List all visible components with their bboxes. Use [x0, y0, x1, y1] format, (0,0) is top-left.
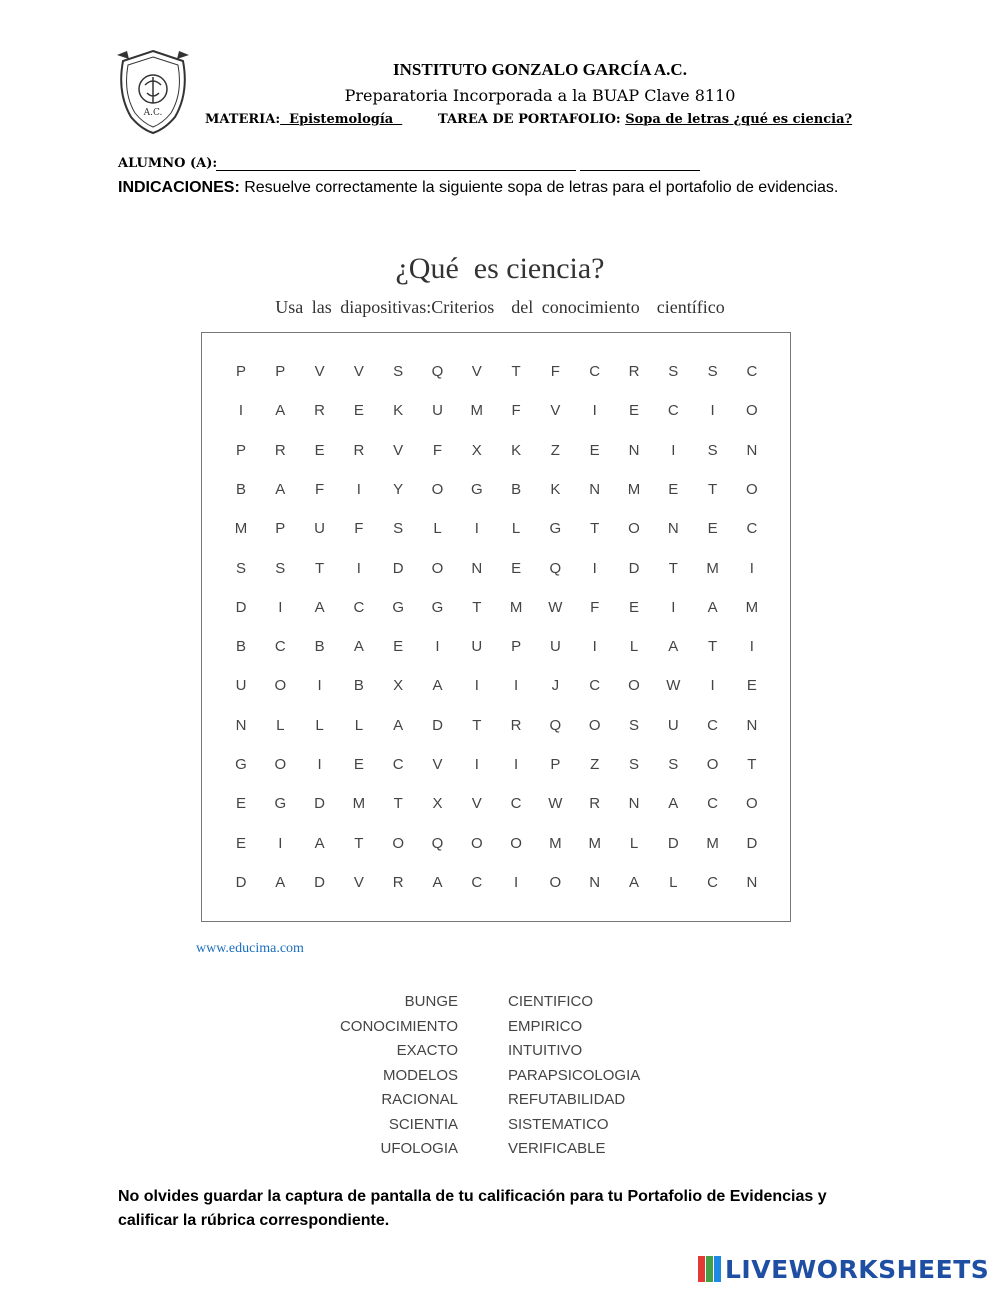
- grid-letter[interactable]: G: [274, 795, 287, 813]
- grid-letter[interactable]: V: [432, 756, 443, 773]
- grid-letter[interactable]: J: [551, 677, 560, 695]
- subject-label: MATERIA:: [205, 112, 281, 127]
- grid-letter[interactable]: P: [235, 363, 246, 380]
- grid-letter[interactable]: T: [590, 520, 600, 538]
- grid-letter[interactable]: A: [275, 873, 286, 891]
- grid-letter[interactable]: N: [628, 795, 640, 813]
- grid-letter[interactable]: O: [274, 756, 287, 773]
- grid-letter[interactable]: S: [668, 756, 679, 773]
- grid-letter[interactable]: E: [707, 520, 718, 538]
- grid-letter[interactable]: O: [746, 795, 758, 813]
- grid-letter[interactable]: A: [628, 873, 639, 891]
- grid-letter[interactable]: K: [393, 402, 404, 420]
- grid-letter[interactable]: C: [707, 873, 719, 891]
- word-list-right: [508, 990, 640, 1162]
- grid-letter[interactable]: E: [628, 402, 639, 420]
- word-list-item: SCIENTIA: [388, 1115, 458, 1133]
- subject-value: Epistemología: [280, 112, 403, 127]
- grid-letter[interactable]: P: [235, 441, 246, 459]
- grid-letter[interactable]: V: [550, 402, 561, 420]
- grid-letter[interactable]: G: [549, 520, 562, 538]
- grid-letter[interactable]: M: [509, 598, 523, 616]
- student-group-line: [580, 170, 700, 171]
- grid-letter[interactable]: N: [589, 480, 601, 498]
- grid-letter[interactable]: E: [353, 756, 364, 773]
- school-subtitle: Preparatoria Incorporada a la BUAP Clave 8110: [344, 86, 736, 105]
- grid-letter[interactable]: E: [746, 677, 757, 695]
- grid-letter[interactable]: T: [511, 363, 521, 380]
- grid-letter[interactable]: C: [746, 363, 758, 380]
- grid-letter[interactable]: T: [708, 638, 718, 656]
- grid-letter[interactable]: T: [747, 756, 757, 773]
- instructions-label: INDICACIONES:: [118, 179, 240, 196]
- grid-letter[interactable]: C: [392, 756, 404, 773]
- grid-letter[interactable]: D: [314, 795, 326, 813]
- grid-letter[interactable]: O: [549, 873, 562, 891]
- grid-letter[interactable]: K: [550, 480, 561, 498]
- grid-letter[interactable]: U: [549, 638, 561, 656]
- grid-letter[interactable]: A: [275, 480, 286, 498]
- grid-letter[interactable]: R: [274, 441, 286, 459]
- grid-letter[interactable]: M: [706, 834, 719, 852]
- student-name-line: [216, 170, 576, 171]
- grid-letter[interactable]: U: [471, 638, 483, 656]
- grid-letter[interactable]: V: [353, 873, 364, 891]
- grid-letter[interactable]: F: [315, 480, 325, 498]
- grid-letter[interactable]: S: [275, 559, 286, 577]
- grid-letter[interactable]: C: [746, 520, 758, 538]
- grid-letter[interactable]: I: [749, 559, 754, 577]
- grid-letter[interactable]: T: [315, 559, 325, 577]
- school-name: INSTITUTO GONZALO GARCÍA A.C.: [393, 60, 687, 79]
- puzzle-title: ¿Qué es ciencia?: [395, 252, 605, 285]
- grid-letter[interactable]: D: [432, 716, 443, 734]
- word-list-item: INTUITIVO: [508, 1042, 583, 1059]
- grid-letter[interactable]: L: [315, 716, 324, 734]
- grid-letter[interactable]: I: [356, 480, 361, 498]
- svg-text:A.C.: A.C.: [143, 108, 163, 118]
- word-list-item: UFOLOGIA: [380, 1140, 458, 1157]
- grid-letter[interactable]: F: [550, 363, 560, 380]
- grid-letter[interactable]: B: [235, 480, 246, 498]
- grid-letter[interactable]: O: [746, 402, 758, 420]
- grid-letter[interactable]: L: [629, 638, 639, 656]
- grid-letter[interactable]: I: [356, 559, 361, 577]
- grid-letter[interactable]: N: [746, 873, 758, 891]
- grid-letter[interactable]: U: [235, 677, 247, 695]
- grid-letter[interactable]: E: [589, 441, 600, 459]
- grid-letter[interactable]: I: [317, 756, 322, 773]
- grid-letter[interactable]: M: [627, 480, 641, 498]
- grid-letter[interactable]: P: [275, 363, 286, 380]
- grid-letter[interactable]: D: [628, 559, 640, 577]
- puzzle-subtitle: Usa las diapositivas:Criterios del conocimiento científico: [275, 297, 725, 317]
- grid-letter[interactable]: I: [317, 677, 322, 695]
- grid-letter[interactable]: U: [314, 520, 326, 538]
- grid-letter[interactable]: A: [707, 598, 718, 616]
- grid-letter[interactable]: T: [668, 559, 678, 577]
- grid-letter[interactable]: A: [668, 795, 679, 813]
- grid-letter[interactable]: I: [592, 638, 597, 656]
- grid-letter[interactable]: T: [708, 480, 718, 498]
- grid-letter[interactable]: I: [710, 402, 715, 420]
- grid-letter[interactable]: I: [474, 756, 479, 773]
- grid-letter[interactable]: V: [471, 795, 482, 813]
- grid-letter[interactable]: R: [392, 873, 404, 891]
- grid-letter[interactable]: D: [314, 873, 326, 891]
- grid-letter[interactable]: X: [471, 441, 482, 459]
- grid-letter[interactable]: E: [353, 402, 364, 420]
- grid-letter[interactable]: L: [276, 716, 285, 734]
- grid-letter[interactable]: O: [628, 677, 640, 695]
- grid-letter[interactable]: E: [628, 598, 639, 616]
- grid-letter[interactable]: G: [392, 598, 405, 616]
- grid-letter[interactable]: W: [548, 598, 563, 616]
- grid-letter[interactable]: L: [354, 716, 364, 734]
- grid-letter[interactable]: I: [514, 873, 519, 891]
- grid-letter[interactable]: C: [589, 677, 601, 695]
- grid-letter[interactable]: Q: [431, 363, 444, 380]
- grid-letter[interactable]: O: [706, 756, 719, 773]
- grid-letter[interactable]: I: [474, 520, 479, 538]
- grid-letter[interactable]: T: [393, 795, 403, 813]
- grid-letter[interactable]: I: [278, 834, 283, 852]
- word-list-item: EMPIRICO: [508, 1017, 583, 1035]
- grid-letter[interactable]: N: [628, 441, 640, 459]
- word-list-item: RACIONAL: [381, 1091, 458, 1108]
- grid-letter[interactable]: S: [707, 441, 718, 459]
- grid-letter[interactable]: S: [628, 716, 639, 734]
- grid-letter[interactable]: T: [472, 716, 482, 734]
- grid-letter[interactable]: R: [353, 441, 365, 459]
- grid-letter[interactable]: F: [590, 598, 600, 616]
- word-list-item: MODELOS: [382, 1066, 458, 1084]
- grid-letter[interactable]: N: [746, 716, 758, 734]
- grid-letter[interactable]: R: [510, 716, 522, 734]
- grid-letter[interactable]: I: [514, 677, 519, 695]
- grid-letter[interactable]: F: [511, 402, 521, 420]
- grid-letter[interactable]: V: [471, 363, 482, 380]
- grid-letter[interactable]: A: [432, 873, 443, 891]
- grid-letter[interactable]: L: [669, 873, 678, 891]
- grid-letter[interactable]: M: [352, 795, 366, 813]
- footer-note: No olvides guardar la captura de pantalla de tu calificación para tu Portafolio de Evidencias y calificar la rúbrica correspondiente.: [118, 1188, 827, 1229]
- grid-letter[interactable]: O: [470, 834, 483, 852]
- grid-letter[interactable]: E: [314, 441, 325, 459]
- grid-letter[interactable]: M: [588, 834, 601, 852]
- grid-letter[interactable]: Q: [549, 716, 562, 734]
- grid-letter[interactable]: U: [432, 402, 443, 420]
- student-label: ALUMNO (A):: [118, 156, 218, 171]
- grid-letter[interactable]: O: [510, 834, 522, 852]
- grid-letter[interactable]: R: [314, 402, 326, 420]
- grid-letter[interactable]: O: [274, 677, 287, 695]
- grid-letter[interactable]: C: [707, 795, 719, 813]
- grid-letter[interactable]: E: [511, 559, 522, 577]
- instructions: [118, 176, 858, 200]
- grid-letter[interactable]: M: [234, 520, 248, 538]
- grid-letter[interactable]: A: [432, 677, 443, 695]
- grid-letter[interactable]: C: [707, 716, 719, 734]
- grid-letter[interactable]: A: [353, 638, 364, 656]
- grid-letter[interactable]: S: [393, 363, 404, 380]
- grid-letter[interactable]: D: [235, 598, 247, 616]
- grid-letter[interactable]: M: [745, 598, 759, 616]
- grid-letter[interactable]: L: [629, 834, 639, 852]
- grid-letter[interactable]: N: [746, 441, 758, 459]
- grid-letter[interactable]: S: [393, 520, 404, 538]
- grid-letter[interactable]: I: [474, 677, 479, 695]
- word-list-item: CIENTIFICO: [508, 993, 593, 1010]
- word-list-item: SISTEMATICO: [508, 1115, 609, 1133]
- grid-letter[interactable]: I: [671, 441, 676, 459]
- grid-letter[interactable]: N: [235, 716, 247, 734]
- word-list-item: EXACTO: [396, 1042, 458, 1059]
- grid-letter[interactable]: Z: [550, 441, 560, 459]
- grid-letter[interactable]: G: [235, 756, 247, 773]
- grid-letter[interactable]: E: [393, 638, 404, 656]
- grid-letter[interactable]: C: [510, 795, 522, 813]
- grid-letter[interactable]: M: [549, 834, 562, 852]
- grid-letter[interactable]: P: [511, 638, 522, 656]
- grid-letter[interactable]: S: [668, 363, 679, 380]
- liveworksheets-logo: [698, 1253, 989, 1285]
- grid-letter[interactable]: A: [393, 716, 404, 734]
- grid-letter[interactable]: I: [514, 756, 519, 773]
- grid-letter[interactable]: O: [628, 520, 640, 538]
- grid-letter[interactable]: L: [511, 520, 521, 538]
- grid-letter[interactable]: F: [354, 520, 364, 538]
- grid-letter[interactable]: O: [431, 559, 444, 577]
- grid-letter[interactable]: A: [314, 598, 325, 616]
- grid-letter[interactable]: I: [592, 559, 597, 577]
- word-list-left: [340, 990, 458, 1162]
- grid-letter[interactable]: D: [667, 834, 679, 852]
- liveworksheets-badge-icon: [698, 1256, 722, 1282]
- grid-letter[interactable]: K: [511, 441, 522, 459]
- grid-letter[interactable]: N: [667, 520, 679, 538]
- word-list-item: CONOCIMIENTO: [339, 1017, 458, 1035]
- grid-letter[interactable]: N: [589, 873, 601, 891]
- word-list-item: BUNGE: [404, 993, 458, 1010]
- grid-letter[interactable]: D: [235, 873, 247, 891]
- grid-letter[interactable]: V: [393, 441, 404, 459]
- grid-letter[interactable]: D: [746, 834, 758, 852]
- grid-letter[interactable]: V: [353, 363, 364, 380]
- grid-letter[interactable]: E: [235, 834, 246, 852]
- grid-letter[interactable]: F: [432, 441, 443, 459]
- grid-letter[interactable]: M: [470, 402, 484, 420]
- grid-letter[interactable]: W: [548, 795, 563, 813]
- grid-letter[interactable]: L: [433, 520, 442, 538]
- subject-row: [205, 112, 402, 127]
- grid-letter[interactable]: P: [275, 520, 286, 538]
- grid-letter[interactable]: G: [431, 598, 444, 616]
- grid-letter[interactable]: A: [275, 402, 286, 420]
- grid-letter[interactable]: E: [235, 795, 246, 813]
- grid-letter[interactable]: D: [392, 559, 404, 577]
- grid-letter[interactable]: A: [668, 638, 679, 656]
- grid-letter[interactable]: I: [238, 402, 244, 420]
- grid-letter[interactable]: S: [235, 559, 246, 577]
- word-list-item: VERIFICABLE: [508, 1140, 606, 1157]
- word-list-item: REFUTABILIDAD: [508, 1091, 626, 1108]
- grid-letter[interactable]: W: [666, 677, 681, 695]
- grid-letter[interactable]: S: [707, 363, 718, 380]
- grid-letter[interactable]: B: [511, 480, 522, 498]
- grid-letter[interactable]: A: [314, 834, 325, 852]
- assignment-row: [438, 112, 852, 127]
- grid-letter[interactable]: Z: [590, 756, 600, 773]
- grid-letter[interactable]: R: [589, 795, 601, 813]
- grid-letter[interactable]: Q: [549, 559, 562, 577]
- grid-letter[interactable]: I: [710, 677, 715, 695]
- grid-letter[interactable]: I: [435, 638, 440, 656]
- grid-letter[interactable]: N: [471, 559, 483, 577]
- grid-letter[interactable]: O: [746, 480, 758, 498]
- grid-letter[interactable]: B: [235, 638, 246, 656]
- source-link: www.educima.com: [196, 941, 304, 956]
- grid-letter[interactable]: C: [274, 638, 286, 656]
- grid-letter[interactable]: V: [314, 363, 325, 380]
- grid-letter[interactable]: X: [393, 677, 404, 695]
- grid-letter[interactable]: E: [668, 480, 679, 498]
- assignment-value: Sopa de letras ¿qué es ciencia?: [625, 112, 853, 127]
- grid-letter[interactable]: T: [354, 834, 364, 852]
- grid-letter[interactable]: U: [667, 716, 679, 734]
- grid-letter[interactable]: O: [431, 480, 444, 498]
- grid-letter[interactable]: T: [472, 598, 482, 616]
- word-list-item: PARAPSICOLOGIA: [508, 1066, 641, 1084]
- grid-letter[interactable]: M: [706, 559, 719, 577]
- grid-letter[interactable]: B: [353, 677, 364, 695]
- grid-letter[interactable]: Q: [431, 834, 444, 852]
- liveworksheets-wordmark: LIVEWORKSHEETS: [725, 1254, 990, 1284]
- grid-letter[interactable]: G: [470, 480, 483, 498]
- grid-letter[interactable]: C: [589, 363, 601, 380]
- word-search-grid[interactable]: [201, 332, 791, 922]
- grid-letter[interactable]: C: [471, 873, 483, 891]
- grid-letter[interactable]: B: [314, 638, 325, 656]
- grid-letter[interactable]: P: [550, 756, 561, 773]
- grid-letter[interactable]: Y: [393, 480, 404, 498]
- instructions-text: Resuelve correctamente la siguiente sopa de letras para el portafolio de evidencias.: [239, 179, 839, 196]
- grid-letter[interactable]: O: [588, 716, 601, 734]
- grid-letter[interactable]: S: [628, 756, 639, 773]
- assignment-label: TAREA DE PORTAFOLIO:: [438, 112, 621, 127]
- grid-letter[interactable]: I: [671, 598, 676, 616]
- grid-letter[interactable]: C: [353, 598, 365, 616]
- grid-letter[interactable]: I: [278, 598, 283, 616]
- grid-letter[interactable]: I: [749, 638, 754, 656]
- grid-letter[interactable]: O: [392, 834, 405, 852]
- grid-letter[interactable]: X: [432, 795, 443, 813]
- grid-letter[interactable]: R: [628, 363, 640, 380]
- grid-letter[interactable]: I: [592, 402, 597, 420]
- grid-letter[interactable]: C: [667, 402, 679, 420]
